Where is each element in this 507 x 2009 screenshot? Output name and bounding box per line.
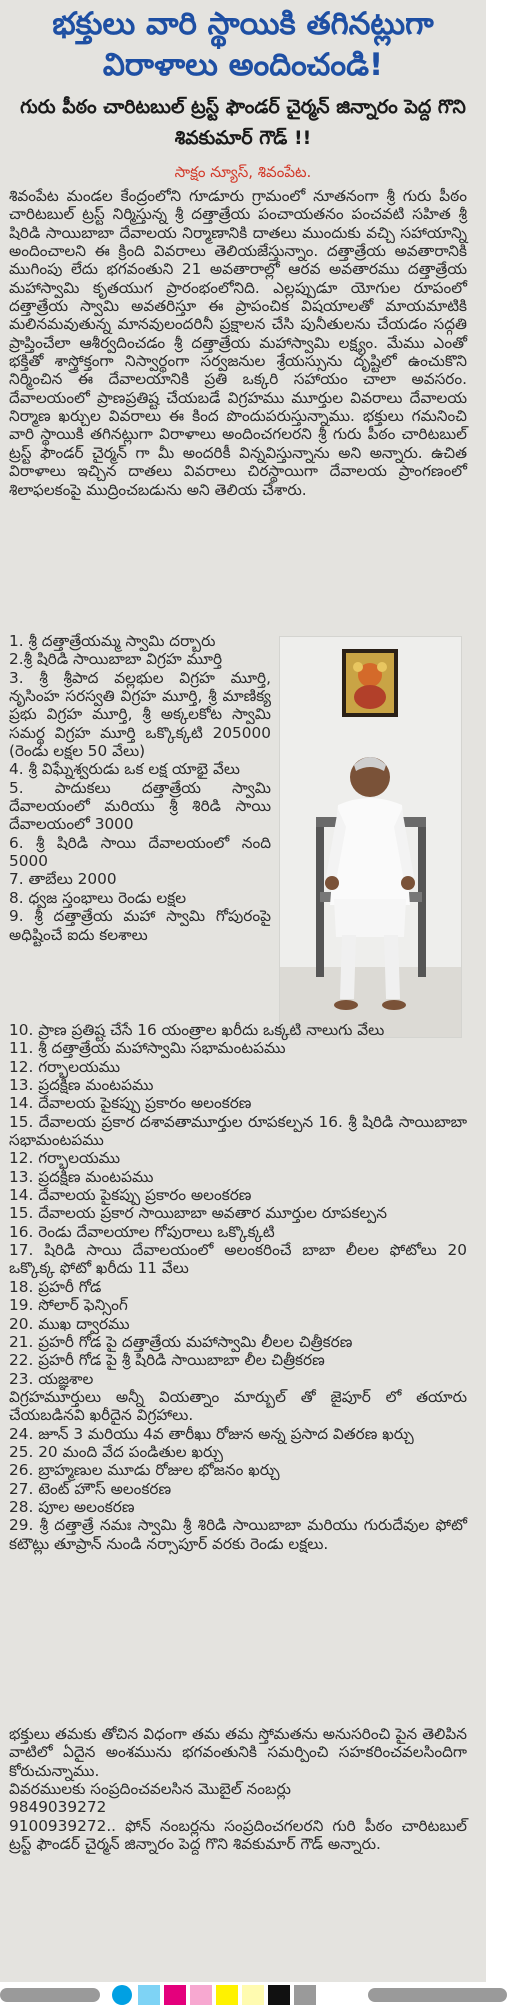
phone-number: 9849039272 [9,1798,107,1817]
list-item: 9. శ్రీ దత్తాత్రేయ మహా స్వామి గోపురంపై అధిష్టించే ఐదు కలశాలు [9,907,271,944]
list-item: 28. పూల అలంకరణ [9,1497,135,1516]
list-item: 10. ప్రాణ ప్రతిష్ట చేసే 16 యంత్రాల ఖరీదు ఒక్కటి నాలుగు వేలు [9,1021,385,1039]
list-item: 11. శ్రీ దత్తాత్రేయ మహాస్వామి సభామంటపము [9,1039,286,1058]
list-item: 24. జూన్ 3 మరియు 4వ తారీఖు రోజున అన్న ప్రసాద వితరణ ఖర్చు [9,1424,414,1443]
color-swatch [138,1985,160,2005]
list-item: 1. శ్రీ దత్తాత్రేయమ్మ స్వామి దర్బారు [9,632,216,650]
list-item: 15. దేవాలయ ప్రకార దశావతామూర్తుల రూపకల్పన 16. శ్రీ షిరిడి సాయిబాబా సభామంటపము [9,1112,467,1150]
list-item: 12. గర్భాలయము [9,1149,121,1168]
list-item: 4. శ్రీ విఘ్నేశ్వరుడు ఒక లక్ష యాభై వేలు [9,760,240,779]
list-item: 18. ప్రహరీ గోడ [9,1277,102,1296]
list-item: 22. ప్రహరీ గోడ పై శ్రీ షిరిడి సాయిబాబా లీల చిత్రీకరణ [9,1351,325,1370]
list-item: 16. రెండు దేవాలయాల గోపురాలు ఒక్కొక్కటి [9,1222,275,1241]
print-color-bar [0,1982,507,2005]
list-item: 7. తాబేలు 2000 [9,870,117,889]
list-item: 26. బ్రాహ్మణుల మూడు రోజుల భోజనం ఖర్చు [9,1461,280,1480]
list-item: 25. 20 మంది వేద పండితుల ఖర్చు [9,1442,223,1461]
color-registration-icon [0,1982,507,2005]
portrait-photo [279,636,462,1038]
color-swatch [294,1985,316,2005]
list-item: విగ్రహమూర్తులు అన్నీ వియత్నాం మార్బుల్ తో జైపూర్ లో తయారు చేయబడినవి ఖరీదైన విగ్రహాలు. [9,1387,467,1425]
list-item: 13. ప్రదక్షిణ మంటపము [9,1167,154,1186]
donation-list-full [9,1021,467,1553]
color-swatch [242,1985,264,2005]
list-item: 14. దేవాలయ పైకప్పు ప్రకారం అలంకరణ [9,1094,252,1113]
color-swatch [268,1985,290,2005]
list-item: 14. దేవాలయ పైకప్పు ప్రకారం అలంకరణ [9,1186,252,1205]
list-item: 3. శ్రీ శ్రీపాద వల్లభుల విగ్రహ మూర్తి, నృసింహ సరస్వతి విగ్రహ మూర్తి, శ్రీ మాణిక్య ప్రభు విగ్రహ మూర్తి, శ్రీ అక్కలకోట స్వామి సమర్థ విగ్రహ మూర్తి ఒక్కొక్కటి 205000 (రెండు లక్షల 50 వేలు) [9,668,271,761]
list-item: 13. ప్రదక్షిణ మంటపము [9,1076,154,1095]
list-item: 21. ప్రహరీ గోడ పై దత్తాత్రేయ మహాస్వామి లీలల చిత్రీకరణ [9,1332,353,1351]
list-item: 19. సోలార్ ఫెన్సింగ్ [9,1296,128,1315]
closing-paragraph: 9100939272.. ఫోన్ నంబర్లను సంప్రదించగలరని గురి పీఠం చారిటబుల్ ట్రస్ట్ ఫౌండర్ చైర్మన్ జిన్నారం పెద్ద గొని శివకుమార్ గౌడ్ అన్నారు. [9,1816,467,1854]
list-item: 2.శ్రీ షిరిడి సాయిబాబా విగ్రహ మూర్తి [9,650,223,669]
page-margin [486,0,507,1982]
headline-line-2: విరాళాలు అందించండి! [102,47,384,83]
color-swatch [164,1985,186,2005]
color-swatch [216,1985,238,2005]
list-item: 29. శ్రీ దత్తాత్రే నమః స్వామి శ్రీ శిరిడి సాయిబాబా మరియు గురుదేవుల ఫోటో కటౌట్లు తూప్రాన్ నుండి నర్సాపూర్ వరకు రెండు లక్షలు. [9,1516,467,1553]
color-swatch [190,1985,212,2005]
dateline: సాక్షం న్యూస్, శివంపేట. [174,163,312,181]
headline-line-1: భక్తులు వారి స్థాయికి తగినట్లుగా [52,6,434,42]
outro-paragraph: భక్తులు తమకు తోచిన విధంగా తమ తమ స్తోమతను అనుసరించి పైన తెలిపిన వాటిలో ఏదైన అంశమును భగవంతునికి సమర్పించి సహకరించవలసిందిగా కోరుచున్నాము. [9,1725,467,1780]
list-item: 12. గర్భాలయము [9,1057,121,1076]
article-outro [9,1725,467,1853]
list-item: 6. శ్రీ షిరిడి సాయి దేవాలయంలో నంది 5000 [9,833,271,871]
list-item: 20. ముఖ ద్వారము [9,1314,130,1333]
list-item: 8. ధ్వజ స్తంభాలు రెండు లక్షల [9,888,187,907]
contact-heading: వివరములకు సంప్రదించవలసిన మొబైల్ నంబర్లు [9,1780,291,1799]
article-intro [9,187,467,499]
color-swatch [112,1985,132,2005]
list-item: 15. దేవాలయ ప్రకార సాయిబాబా అవతార మూర్తుల రూపకల్పన [9,1204,387,1223]
donation-list-beside-photo [9,632,271,944]
intro-paragraph: శివంపేట మండల కేంద్రంలోని గూడూరు గ్రామంలో నూతనంగా శ్రీ గురు పీఠం చారిటబుల్ ట్రస్ట్ నిర్మిస్తున్న శ్రీ దత్తాత్రేయ పంచాయతనం పంచవటి సహిత శ్రీ షిరిడి సాయిబాబా దేవాలయ నిర్మాణానికి దాతలు ముందుకు వచ్చి సహాయాన్ని అందించాలని ఈ క్రింది వివరాలు తెలియజేస్తున్నాం. దత్తాత్రేయ అవతారానికి ముగింపు లేదు భగవంతుని 21 అవతారాల్లో ఆరవ అవతారము దత్తాత్రేయ మహాస్వామి కృతయుగ ప్రారంభంలోనిది. ఎల్లప్పుడూ యోగుల రూపంలో దత్తాత్రేయ స్వామి అవతరిస్తూ ఈ ప్రాపంచిక విషయాలతో మాయమాటికి మలినమవుతున్న మానవులందరినీ ప్రక్షాలన చేసి పునీతులను చేయడం సద్గతి ప్రాప్తించేలా ఆశీర్వదించడం శ్రీ దత్తాత్రేయ మహాస్వామి లక్ష్యం. మేము ఎంతో భక్తితో శాస్త్రోక్తంగా నిస్వార్థంగా సర్వజనుల శ్రేయస్సును దృష్టిలో ఉంచుకొని నిర్మించిన ఈ దేవాలయానికి ప్రతి ఒక్కరి సహాయం చాలా అవసరం. దేవాలయంలో ప్రాణప్రతిష్ట చేయబడే విగ్రహము మూర్తుల వివరాలు దేవాలయ నిర్మాణ ఖర్చుల వివరాలు ఈ కింద పొందుపరుస్తున్నాము. భక్తులు గమనించి వారి స్థాయికి తగినట్లుగా విరాళాలు అందించగలరని శ్రీ గురు పీఠం చారిటబుల్ ట్రస్ట్ ఫౌండర్ చైర్మన్ గా మీ అందరికీ విన్నవిస్తున్నాను అని అన్నారు. ఉచిత విరాళాలు ఇచ్చిన దాతలు వివరాలు చిరస్థాయిగా దేవాలయ ప్రాంగణంలో శిలాఫలకంపై ముద్రించబడును అని తెలియ చేశారు. [9,187,467,499]
subheadline: గురు పీఠం చారిటబుల్ ట్రస్ట్ ఫౌండర్ చైర్మన్ జిన్నారం పెద్ద గొని శివకుమార్ గౌడ్ !! [20,96,466,149]
portrait-photo-icon [280,637,461,1037]
list-item: 5. పాదుకలు దత్తాత్రేయ స్వామి దేవాలయంలో మరియు శ్రీ శిరిడి సాయి దేవాలయంలో 3000 [9,778,271,834]
list-item: 23. యజ్ఞశాల [9,1369,94,1388]
list-item: 17. షిరిడి సాయి దేవాలయంలో అలంకరించే బాబా లీలల ఫోటోలు 20 ఒక్కొక్క ఫోటో ఖరీదు 11 వేలు [9,1241,467,1278]
list-item: 27. టెంట్ హౌస్ అలంకరణ [9,1479,172,1498]
